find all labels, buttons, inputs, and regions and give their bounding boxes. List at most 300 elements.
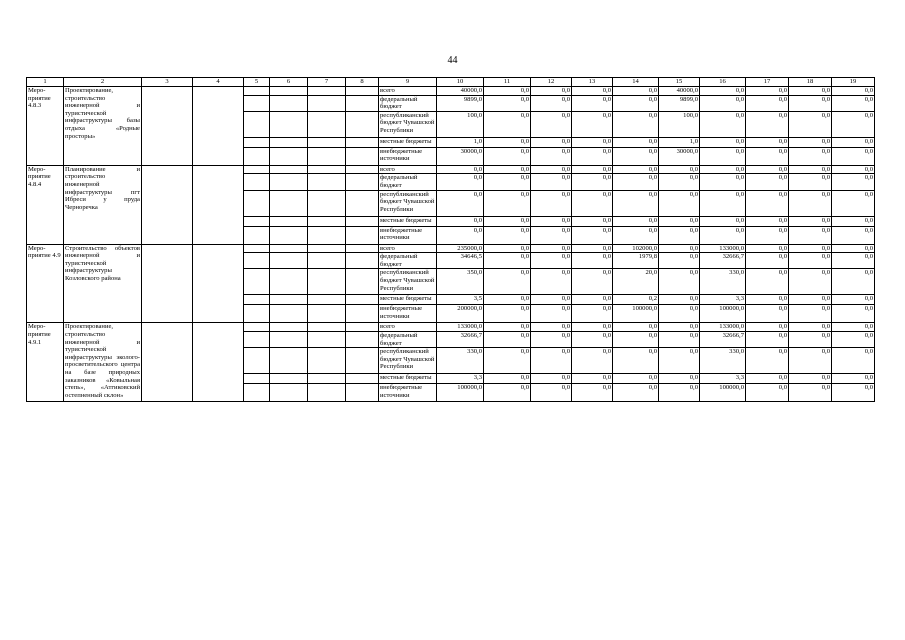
amount-cell: 0,0	[531, 348, 572, 374]
amount-cell: 0,0	[484, 305, 531, 323]
amount-cell: 200000,0	[437, 305, 484, 323]
funding-source: местные бюджеты	[379, 137, 437, 147]
amount-cell: 0,0	[613, 226, 659, 244]
amount-cell: 0,0	[659, 216, 700, 226]
empty-cell	[270, 331, 308, 347]
amount-cell: 0,0	[531, 174, 572, 190]
amount-cell: 0,0	[832, 190, 875, 216]
amount-cell: 0,0	[659, 244, 700, 253]
funding-source: республиканский бюджет Чувашской Республики	[379, 111, 437, 137]
amount-cell: 100000,0	[613, 305, 659, 323]
amount-cell: 0,0	[746, 348, 789, 374]
empty-cell	[193, 323, 244, 402]
amount-cell: 0,0	[531, 305, 572, 323]
amount-cell: 0,0	[572, 95, 613, 111]
amount-cell: 0,0	[832, 384, 875, 402]
empty-cell	[244, 269, 270, 295]
empty-cell	[346, 147, 379, 165]
funding-source: республиканский бюджет Чувашской Республики	[379, 190, 437, 216]
amount-cell: 235000,0	[437, 244, 484, 253]
amount-cell: 0,0	[531, 323, 572, 332]
empty-cell	[142, 165, 193, 244]
table-row	[27, 323, 875, 332]
empty-cell	[244, 95, 270, 111]
amount-cell: 0,0	[484, 137, 531, 147]
amount-cell: 0,0	[789, 137, 832, 147]
empty-cell	[244, 137, 270, 147]
amount-cell: 0,0	[531, 95, 572, 111]
column-number-16: 16	[700, 78, 746, 87]
amount-cell: 0,0	[484, 111, 531, 137]
column-number-11: 11	[484, 78, 531, 87]
empty-cell	[270, 348, 308, 374]
empty-cell	[270, 253, 308, 269]
empty-cell	[244, 331, 270, 347]
amount-cell: 0,0	[832, 295, 875, 305]
measure-name: Планирование и строительство инженерной инфраструктуры пгт Ибреси у пруда Черноречка	[64, 165, 142, 244]
amount-cell: 0,0	[437, 165, 484, 174]
amount-cell: 0,0	[572, 226, 613, 244]
measure-name: Проектирование, строительство инженерной и туристической инфраструктуры базы отдыха «Родные просторы»	[64, 87, 142, 166]
amount-cell: 0,0	[484, 348, 531, 374]
amount-cell: 0,0	[832, 111, 875, 137]
amount-cell: 133000,0	[700, 244, 746, 253]
amount-cell: 0,0	[484, 253, 531, 269]
amount-cell: 32666,7	[700, 253, 746, 269]
amount-cell: 0,0	[531, 244, 572, 253]
amount-cell: 0,0	[700, 111, 746, 137]
empty-cell	[346, 137, 379, 147]
amount-cell: 0,0	[484, 331, 531, 347]
amount-cell: 0,0	[484, 384, 531, 402]
funding-source: местные бюджеты	[379, 216, 437, 226]
amount-cell: 0,0	[789, 147, 832, 165]
amount-cell: 0,0	[613, 216, 659, 226]
amount-cell: 0,0	[572, 305, 613, 323]
amount-cell: 0,0	[746, 244, 789, 253]
amount-cell: 0,0	[484, 226, 531, 244]
amount-cell: 0,0	[700, 226, 746, 244]
column-number-13: 13	[572, 78, 613, 87]
amount-cell: 0,0	[746, 226, 789, 244]
amount-cell: 0,0	[531, 295, 572, 305]
amount-cell: 0,0	[789, 111, 832, 137]
amount-cell: 100,0	[659, 111, 700, 137]
column-number-1: 1	[27, 78, 64, 87]
empty-cell	[270, 216, 308, 226]
empty-cell	[193, 165, 244, 244]
amount-cell: 0,0	[746, 323, 789, 332]
amount-cell: 0,0	[531, 226, 572, 244]
funding-source: всего	[379, 244, 437, 253]
amount-cell: 0,0	[789, 165, 832, 174]
amount-cell: 0,2	[613, 295, 659, 305]
amount-cell: 0,0	[531, 111, 572, 137]
empty-cell	[244, 295, 270, 305]
amount-cell: 0,0	[789, 348, 832, 374]
amount-cell: 30000,0	[659, 147, 700, 165]
measure-name: Проектирование, строительство инженерной и туристической инфраструктуры эколого-просветительского центра на базе природных заказников «Ковыльная степь», «Атгиковский остепненный склон»	[64, 323, 142, 402]
empty-cell	[270, 269, 308, 295]
amount-cell: 0,0	[613, 374, 659, 384]
amount-cell: 0,0	[484, 87, 531, 96]
amount-cell: 3,5	[437, 295, 484, 305]
amount-cell: 0,0	[746, 295, 789, 305]
empty-cell	[270, 147, 308, 165]
amount-cell: 0,0	[659, 295, 700, 305]
amount-cell: 0,0	[700, 95, 746, 111]
page-number: 44	[447, 55, 458, 66]
empty-cell	[346, 87, 379, 96]
amount-cell: 0,0	[484, 95, 531, 111]
amount-cell: 0,0	[746, 137, 789, 147]
empty-cell	[346, 374, 379, 384]
measure-code: Меро-приятие 4.9.1	[27, 323, 64, 402]
amount-cell: 1,0	[437, 137, 484, 147]
funding-source: всего	[379, 323, 437, 332]
amount-cell: 0,0	[572, 111, 613, 137]
amount-cell: 0,0	[832, 269, 875, 295]
empty-cell	[308, 95, 346, 111]
column-number-14: 14	[613, 78, 659, 87]
amount-cell: 0,0	[832, 253, 875, 269]
amount-cell: 0,0	[789, 87, 832, 96]
column-number-4: 4	[193, 78, 244, 87]
empty-cell	[308, 244, 346, 253]
amount-cell: 100000,0	[700, 384, 746, 402]
amount-cell: 0,0	[832, 244, 875, 253]
funding-table	[26, 77, 875, 402]
empty-cell	[244, 323, 270, 332]
amount-cell: 1979,8	[613, 253, 659, 269]
amount-cell: 0,0	[746, 190, 789, 216]
empty-cell	[270, 95, 308, 111]
funding-source: внебюджетные источники	[379, 384, 437, 402]
amount-cell: 0,0	[700, 165, 746, 174]
column-number-10: 10	[437, 78, 484, 87]
amount-cell: 0,0	[437, 226, 484, 244]
empty-cell	[244, 165, 270, 174]
column-number-19: 19	[832, 78, 875, 87]
amount-cell: 0,0	[746, 305, 789, 323]
empty-cell	[244, 244, 270, 253]
measure-name: Строительство объектов инженерной и туристической инфраструктуры Козловского района	[64, 244, 142, 323]
empty-cell	[270, 384, 308, 402]
amount-cell: 0,0	[746, 174, 789, 190]
empty-cell	[346, 295, 379, 305]
amount-cell: 0,0	[484, 174, 531, 190]
measure-code: Меро-приятие 4.8.3	[27, 87, 64, 166]
amount-cell: 0,0	[832, 216, 875, 226]
amount-cell: 0,0	[789, 374, 832, 384]
amount-cell: 100000,0	[700, 305, 746, 323]
amount-cell: 0,0	[659, 174, 700, 190]
empty-cell	[346, 331, 379, 347]
amount-cell: 0,0	[789, 269, 832, 295]
empty-cell	[193, 244, 244, 323]
amount-cell: 0,0	[613, 147, 659, 165]
empty-cell	[244, 174, 270, 190]
funding-source: внебюджетные источники	[379, 305, 437, 323]
empty-cell	[270, 111, 308, 137]
column-number-5: 5	[244, 78, 270, 87]
amount-cell: 0,0	[746, 165, 789, 174]
column-number-15: 15	[659, 78, 700, 87]
amount-cell: 0,0	[659, 305, 700, 323]
amount-cell: 3,3	[437, 374, 484, 384]
amount-cell: 0,0	[659, 253, 700, 269]
table-row	[27, 244, 875, 253]
empty-cell	[142, 323, 193, 402]
amount-cell: 0,0	[484, 190, 531, 216]
empty-cell	[308, 253, 346, 269]
empty-cell	[346, 95, 379, 111]
amount-cell: 0,0	[531, 137, 572, 147]
amount-cell: 0,0	[789, 253, 832, 269]
column-number-8: 8	[346, 78, 379, 87]
empty-cell	[244, 111, 270, 137]
amount-cell: 0,0	[613, 331, 659, 347]
amount-cell: 0,0	[613, 384, 659, 402]
amount-cell: 0,0	[437, 190, 484, 216]
amount-cell: 0,0	[832, 87, 875, 96]
amount-cell: 0,0	[572, 147, 613, 165]
amount-cell: 0,0	[746, 374, 789, 384]
amount-cell: 0,0	[832, 147, 875, 165]
amount-cell: 0,0	[659, 269, 700, 295]
empty-cell	[346, 216, 379, 226]
funding-source: местные бюджеты	[379, 374, 437, 384]
amount-cell: 0,0	[531, 147, 572, 165]
empty-cell	[270, 295, 308, 305]
amount-cell: 0,0	[789, 305, 832, 323]
amount-cell: 9899,0	[659, 95, 700, 111]
amount-cell: 0,0	[832, 348, 875, 374]
column-number-7: 7	[308, 78, 346, 87]
column-number-2: 2	[64, 78, 142, 87]
amount-cell: 0,0	[484, 165, 531, 174]
amount-cell: 0,0	[789, 174, 832, 190]
amount-cell: 0,0	[659, 331, 700, 347]
amount-cell: 330,0	[700, 269, 746, 295]
empty-cell	[193, 87, 244, 166]
amount-cell: 0,0	[531, 331, 572, 347]
funding-source: федеральный бюджет	[379, 174, 437, 190]
amount-cell: 0,0	[531, 253, 572, 269]
amount-cell: 0,0	[613, 190, 659, 216]
empty-cell	[308, 111, 346, 137]
empty-cell	[346, 323, 379, 332]
amount-cell: 0,0	[700, 190, 746, 216]
amount-cell: 0,0	[531, 374, 572, 384]
empty-cell	[244, 190, 270, 216]
amount-cell: 330,0	[700, 348, 746, 374]
amount-cell: 0,0	[484, 295, 531, 305]
amount-cell: 0,0	[746, 384, 789, 402]
amount-cell: 133000,0	[700, 323, 746, 332]
column-number-17: 17	[746, 78, 789, 87]
amount-cell: 0,0	[659, 226, 700, 244]
empty-cell	[346, 174, 379, 190]
amount-cell: 350,0	[437, 269, 484, 295]
amount-cell: 0,0	[484, 216, 531, 226]
empty-cell	[244, 374, 270, 384]
empty-cell	[346, 305, 379, 323]
amount-cell: 0,0	[572, 295, 613, 305]
empty-cell	[270, 244, 308, 253]
amount-cell: 0,0	[659, 374, 700, 384]
amount-cell: 0,0	[572, 348, 613, 374]
empty-cell	[308, 295, 346, 305]
column-number-12: 12	[531, 78, 572, 87]
amount-cell: 0,0	[531, 216, 572, 226]
empty-cell	[308, 147, 346, 165]
empty-cell	[308, 226, 346, 244]
amount-cell: 0,0	[789, 95, 832, 111]
amount-cell: 0,0	[572, 244, 613, 253]
amount-cell: 330,0	[437, 348, 484, 374]
funding-source: республиканский бюджет Чувашской Республики	[379, 269, 437, 295]
empty-cell	[244, 305, 270, 323]
column-number-3: 3	[142, 78, 193, 87]
amount-cell: 0,0	[832, 226, 875, 244]
amount-cell: 0,0	[789, 190, 832, 216]
amount-cell: 0,0	[746, 111, 789, 137]
empty-cell	[346, 244, 379, 253]
amount-cell: 0,0	[789, 226, 832, 244]
amount-cell: 0,0	[484, 269, 531, 295]
empty-cell	[308, 216, 346, 226]
amount-cell: 0,0	[531, 269, 572, 295]
amount-cell: 0,0	[613, 95, 659, 111]
amount-cell: 0,0	[789, 331, 832, 347]
empty-cell	[346, 253, 379, 269]
column-number-18: 18	[789, 78, 832, 87]
amount-cell: 0,0	[832, 323, 875, 332]
funding-source: всего	[379, 87, 437, 96]
amount-cell: 0,0	[484, 374, 531, 384]
empty-cell	[244, 216, 270, 226]
empty-cell	[142, 244, 193, 323]
empty-cell	[270, 87, 308, 96]
column-number-row	[27, 78, 875, 87]
amount-cell: 0,0	[700, 174, 746, 190]
amount-cell: 40000,0	[437, 87, 484, 96]
amount-cell: 0,0	[572, 253, 613, 269]
amount-cell: 9899,0	[437, 95, 484, 111]
funding-source: федеральный бюджет	[379, 331, 437, 347]
amount-cell: 0,0	[746, 87, 789, 96]
amount-cell: 0,0	[531, 384, 572, 402]
amount-cell: 0,0	[789, 384, 832, 402]
amount-cell: 34646,5	[437, 253, 484, 269]
amount-cell: 0,0	[572, 137, 613, 147]
amount-cell: 0,0	[789, 295, 832, 305]
amount-cell: 0,0	[572, 190, 613, 216]
empty-cell	[270, 323, 308, 332]
amount-cell: 0,0	[531, 165, 572, 174]
funding-source: республиканский бюджет Чувашской Республики	[379, 348, 437, 374]
funding-source: внебюджетные источники	[379, 147, 437, 165]
empty-cell	[142, 87, 193, 166]
amount-cell: 0,0	[572, 269, 613, 295]
amount-cell: 0,0	[832, 374, 875, 384]
funding-source: федеральный бюджет	[379, 95, 437, 111]
amount-cell: 0,0	[572, 323, 613, 332]
amount-cell: 0,0	[746, 269, 789, 295]
funding-source: всего	[379, 165, 437, 174]
amount-cell: 0,0	[746, 331, 789, 347]
amount-cell: 0,0	[572, 331, 613, 347]
empty-cell	[308, 174, 346, 190]
amount-cell: 0,0	[613, 174, 659, 190]
amount-cell: 0,0	[572, 87, 613, 96]
amount-cell: 0,0	[659, 348, 700, 374]
measure-code: Меро-приятие 4.8.4	[27, 165, 64, 244]
empty-cell	[244, 147, 270, 165]
column-number-6: 6	[270, 78, 308, 87]
amount-cell: 0,0	[700, 216, 746, 226]
amount-cell: 0,0	[832, 305, 875, 323]
empty-cell	[308, 384, 346, 402]
empty-cell	[244, 384, 270, 402]
amount-cell: 0,0	[531, 190, 572, 216]
amount-cell: 0,0	[700, 87, 746, 96]
amount-cell: 100,0	[437, 111, 484, 137]
amount-cell: 30000,0	[437, 147, 484, 165]
amount-cell: 0,0	[613, 87, 659, 96]
empty-cell	[308, 87, 346, 96]
table-row	[27, 87, 875, 96]
empty-cell	[244, 226, 270, 244]
amount-cell: 133000,0	[437, 323, 484, 332]
amount-cell: 1,0	[659, 137, 700, 147]
amount-cell: 0,0	[832, 331, 875, 347]
empty-cell	[244, 87, 270, 96]
empty-cell	[308, 348, 346, 374]
amount-cell: 0,0	[572, 174, 613, 190]
amount-cell: 0,0	[746, 95, 789, 111]
amount-cell: 40000,0	[659, 87, 700, 96]
amount-cell: 0,0	[613, 348, 659, 374]
column-number-9: 9	[379, 78, 437, 87]
amount-cell: 100000,0	[437, 384, 484, 402]
amount-cell: 0,0	[613, 111, 659, 137]
amount-cell: 3,3	[700, 374, 746, 384]
amount-cell: 102000,0	[613, 244, 659, 253]
amount-cell: 0,0	[613, 165, 659, 174]
amount-cell: 0,0	[832, 174, 875, 190]
empty-cell	[346, 165, 379, 174]
empty-cell	[270, 374, 308, 384]
amount-cell: 0,0	[832, 137, 875, 147]
amount-cell: 0,0	[531, 87, 572, 96]
amount-cell: 0,0	[613, 137, 659, 147]
amount-cell: 0,0	[572, 216, 613, 226]
amount-cell: 0,0	[789, 216, 832, 226]
empty-cell	[308, 374, 346, 384]
amount-cell: 20,0	[613, 269, 659, 295]
funding-source: внебюджетные источники	[379, 226, 437, 244]
empty-cell	[244, 253, 270, 269]
amount-cell: 32666,7	[437, 331, 484, 347]
amount-cell: 0,0	[572, 384, 613, 402]
amount-cell: 0,0	[746, 253, 789, 269]
amount-cell: 32666,7	[700, 331, 746, 347]
amount-cell: 0,0	[700, 147, 746, 165]
amount-cell: 0,0	[659, 190, 700, 216]
amount-cell: 3,3	[700, 295, 746, 305]
